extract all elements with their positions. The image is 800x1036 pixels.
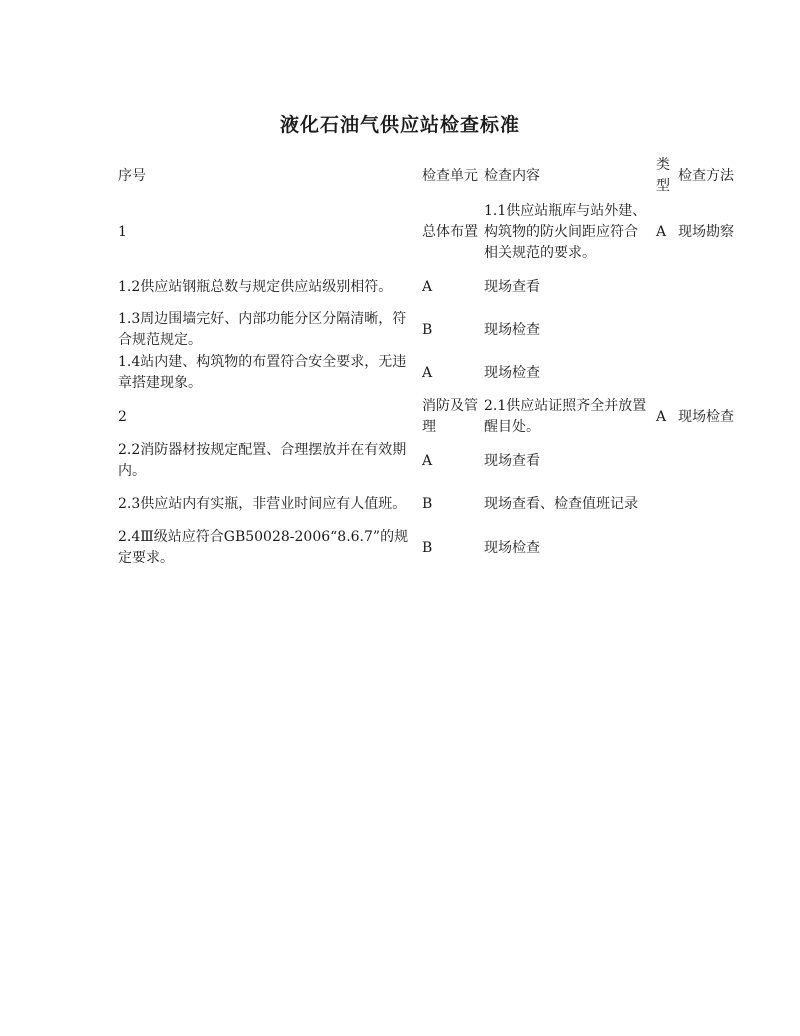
cell-unit: B [422, 321, 433, 338]
cell-method: 现场检查 [678, 408, 734, 425]
cell-content: 现场检查 [484, 364, 540, 381]
cell-content: 现场检查 [484, 321, 540, 338]
cell-unit: 消防及管理 [422, 398, 478, 435]
cell-unit: 总体布置 [422, 223, 478, 240]
cell-content: 现场检查 [484, 539, 540, 556]
cell-unit: B [422, 495, 433, 512]
header-seq: 序号 [118, 167, 146, 184]
table-row [116, 526, 746, 570]
cell-unit: A [422, 364, 433, 381]
cell-seq: 2 [118, 408, 127, 425]
cell-seq: 1.4站内建、构筑物的布置符合安全要求，无违章搭建现象。 [118, 354, 407, 391]
table-row [116, 440, 746, 482]
table-header-row [116, 154, 746, 198]
page-title: 液化石油气供应站检查标准 [279, 114, 520, 136]
cell-seq: 1.2供应站钢瓶总数与规定供应站级别相符。 [118, 278, 393, 295]
table-row [116, 352, 746, 394]
table-row [116, 395, 746, 439]
cell-seq: 2.2消防器材按规定配置、合理摆放并在有效期内。 [118, 442, 407, 479]
cell-unit: B [422, 539, 433, 556]
cell-seq: 1 [118, 223, 127, 240]
cell-content: 1.1供应站瓶库与站外建、构筑物的防火间距应符合相关规范的要求。 [484, 202, 647, 261]
cell-content: 现场查看 [484, 278, 540, 295]
table-row [116, 199, 746, 265]
header-unit: 检查单元 [422, 167, 478, 184]
cell-seq: 1.3周边围墙完好、内部功能分区分隔清晰，符合规范规定。 [118, 311, 407, 348]
table-row [116, 483, 746, 525]
table-row [116, 309, 746, 351]
header-content: 检查内容 [484, 167, 540, 184]
cell-content: 现场查看、检查值班记录 [484, 495, 638, 512]
cell-type: A [656, 408, 667, 425]
inspection-table [116, 154, 746, 571]
cell-unit: A [422, 278, 433, 295]
cell-seq: 2.4Ⅲ级站应符合GB50028-2006“8.6.7”的规定要求。 [118, 529, 409, 566]
cell-method: 现场勘察 [678, 223, 734, 240]
header-method: 检查方法 [678, 167, 734, 184]
cell-content: 2.1供应站证照齐全并放置醒目处。 [484, 398, 647, 435]
cell-unit: A [422, 452, 433, 469]
cell-seq: 2.3供应站内有实瓶，非营业时间应有人值班。 [118, 495, 407, 512]
cell-content: 现场查看 [484, 452, 540, 469]
cell-type: A [656, 223, 667, 240]
table-row [116, 266, 746, 308]
header-type: 类型 [656, 157, 670, 194]
